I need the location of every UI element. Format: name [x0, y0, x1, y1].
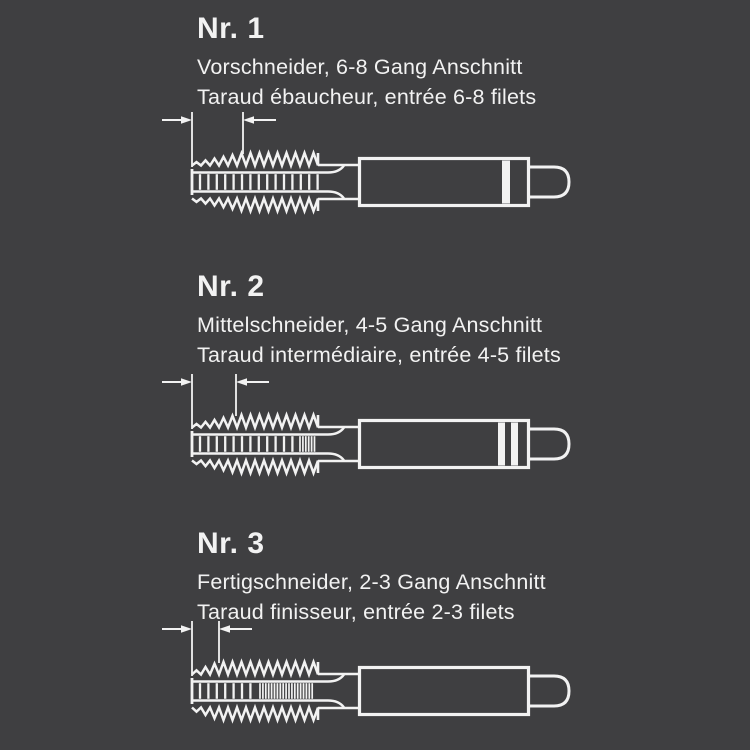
tap-2-description-de: Mittelschneider, 4-5 Gang Anschnitt — [197, 313, 543, 337]
left-pointing-arrowhead-icon — [236, 378, 247, 386]
tap-1-description-fr: Taraud ébaucheur, entrée 6-8 filets — [197, 85, 537, 109]
tap-3-number: Nr. 3 — [197, 527, 265, 560]
core-line — [192, 192, 344, 199]
tap-1-drawing — [147, 107, 607, 257]
ring-mark — [498, 423, 505, 466]
right-pointing-arrowhead-icon — [181, 378, 192, 386]
core-hatching — [200, 174, 318, 190]
thread-profile-top — [192, 153, 318, 166]
section-2-text — [197, 272, 561, 370]
thread-profile-top — [192, 662, 318, 675]
left-pointing-arrowhead-icon — [243, 116, 254, 124]
core-line — [192, 454, 344, 461]
tap-1-description-de: Vorschneider, 6-8 Gang Anschnitt — [197, 55, 523, 79]
left-pointing-arrowhead-icon — [219, 625, 230, 633]
ring-mark — [502, 161, 510, 204]
right-pointing-arrowhead-icon — [181, 625, 192, 633]
core-hatching — [200, 683, 312, 699]
tap-3-drawing — [147, 616, 607, 750]
thread-profile-top — [192, 415, 318, 428]
tap-2-description-fr: Taraud intermédiaire, entrée 4-5 filets — [197, 343, 561, 367]
tap-2-number: Nr. 2 — [197, 270, 265, 303]
tap-2-drawing — [147, 369, 607, 519]
section-1-text — [197, 14, 536, 112]
core-line — [192, 701, 344, 708]
ring-mark — [511, 423, 518, 466]
thread-profile-bottom — [192, 461, 318, 474]
core-line — [192, 166, 344, 173]
core-hatching — [200, 436, 315, 452]
chamfer-dimension — [162, 112, 276, 167]
shank-body — [360, 668, 529, 715]
thread-profile-bottom — [192, 199, 318, 212]
tap-3-description-de: Fertigschneider, 2-3 Gang Anschnitt — [197, 570, 546, 594]
square-drive-end — [529, 429, 570, 459]
core-line — [192, 675, 344, 682]
tap-3-description-fr: Taraud finisseur, entrée 2-3 filets — [197, 600, 515, 624]
core-line — [192, 428, 344, 435]
section-3-text — [197, 529, 546, 627]
thread-profile-bottom — [192, 708, 318, 721]
shank — [318, 421, 529, 468]
shank — [318, 668, 529, 715]
shank — [318, 159, 529, 206]
tap-1-number: Nr. 1 — [197, 12, 265, 45]
square-drive-end — [529, 676, 570, 706]
right-pointing-arrowhead-icon — [181, 116, 192, 124]
square-drive-end — [529, 167, 570, 197]
